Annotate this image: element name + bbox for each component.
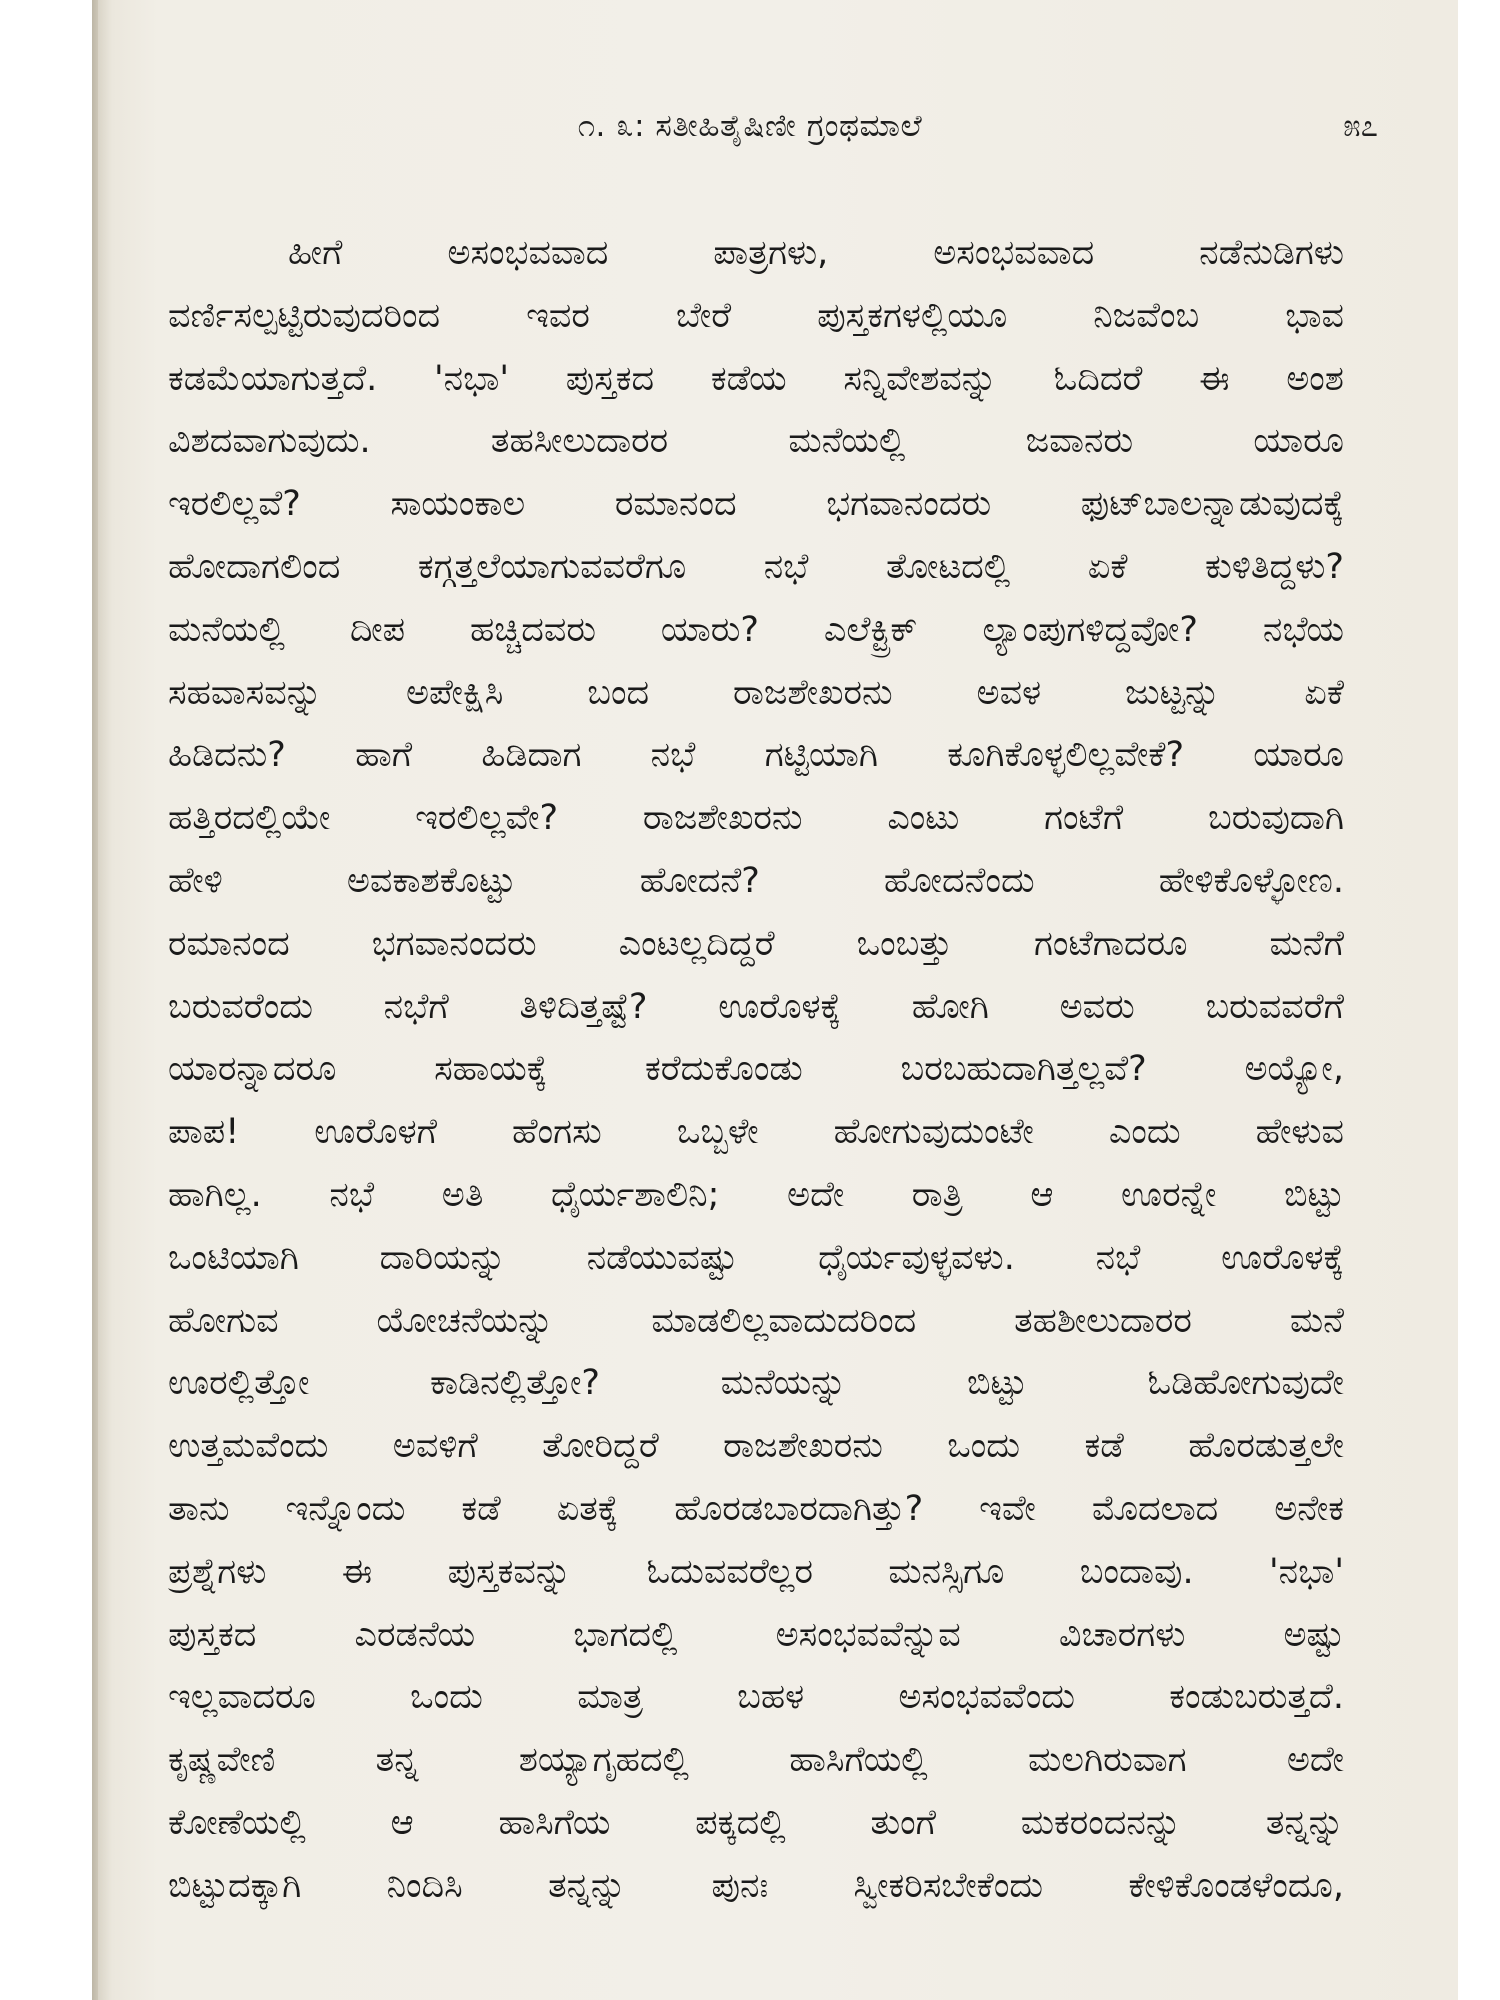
text-line: ಇಲ್ಲವಾದರೂ ಒಂದು ಮಾತ್ರ ಬಹಳ ಅಸಂಭವವೆಂದು ಕಂಡುಬರುತ್ತದೆ. <box>168 1677 1344 1718</box>
text-line: ಬರುವರೆಂದು ನಭೆಗೆ ತಿಳಿದಿತ್ತಷ್ಟೆ? ಊರೊಳಕ್ಕೆ ಹೋಗಿ ಅವರು ಬರುವವರೆಗೆ <box>168 986 1344 1027</box>
text-line: ಬಿಟ್ಟುದಕ್ಕಾಗಿ ನಿಂದಿಸಿ ತನ್ನನ್ನು ಪುನಃ ಸ್ವೀಕರಿಸಬೇಕೆಂದು ಕೇಳಿಕೊಂಡಳೆಂದೂ, <box>168 1865 1344 1906</box>
text-line: ಮನೆಯಲ್ಲಿ ದೀಪ ಹಚ್ಚಿದವರು ಯಾರು? ಎಲೆಕ್ಟ್ರಿಕ್ ಲ್ಯಾಂಪುಗಳಿದ್ದವೋ? ನಭೆಯ <box>168 609 1344 650</box>
text-line: ವಿಶದವಾಗುವುದು. ತಹಸೀಲುದಾರರ ಮನೆಯಲ್ಲಿ ಜವಾನರು ಯಾರೂ <box>168 421 1344 462</box>
text-line: ಯಾರನ್ನಾದರೂ ಸಹಾಯಕ್ಕೆ ಕರೆದುಕೊಂಡು ಬರಬಹುದಾಗಿತ್ತಲ್ಲವೆ? ಅಯ್ಯೋ, <box>168 1049 1344 1090</box>
text-line: ಕೋಣೆಯಲ್ಲಿ ಆ ಹಾಸಿಗೆಯ ಪಕ್ಕದಲ್ಲಿ ತುಂಗೆ ಮಕರಂದನನ್ನು ತನ್ನನ್ನು <box>168 1802 1344 1843</box>
text-line: ಹೋದಾಗಲಿಂದ ಕಗ್ಗತ್ತಲೆಯಾಗುವವರೆಗೂ ನಭೆ ತೋಟದಲ್ಲಿ ಏಕೆ ಕುಳಿತಿದ್ದಳು? <box>168 546 1344 587</box>
text-line: ಪುಸ್ತಕದ ಎರಡನೆಯ ಭಾಗದಲ್ಲಿ ಅಸಂಭವವೆನ್ನುವ ವಿಚಾರಗಳು ಅಷ್ಟು <box>168 1614 1344 1655</box>
text-line: ಒಂಟಿಯಾಗಿ ದಾರಿಯನ್ನು ನಡೆಯುವಷ್ಟು ಧೈರ್ಯವುಳ್ಳವಳು. ನಭೆ ಊರೊಳಕ್ಕೆ <box>168 1237 1344 1278</box>
text-line: ಹೇಳಿ ಅವಕಾಶಕೊಟ್ಟು ಹೋದನೆ? ಹೋದನೆಂದು ಹೇಳಿಕೊಳ್ಳೋಣ. <box>168 860 1344 901</box>
text-line: ಕೃಷ್ಣವೇಣಿ ತನ್ನ ಶಯ್ಯಾಗೃಹದಲ್ಲಿ ಹಾಸಿಗೆಯಲ್ಲಿ ಮಲಗಿರುವಾಗ ಅದೇ <box>168 1740 1344 1781</box>
text-line: ಸಹವಾಸವನ್ನು ಅಪೇಕ್ಷಿಸಿ ಬಂದ ರಾಜಶೇಖರನು ಅವಳ ಜುಟ್ಟನ್ನು ಏಕೆ <box>168 672 1344 713</box>
text-line: ಹತ್ತಿರದಲ್ಲಿಯೇ ಇರಲಿಲ್ಲವೇ? ರಾಜಶೇಖರನು ಎಂಟು ಗಂಟೆಗೆ ಬರುವುದಾಗಿ <box>168 798 1344 839</box>
text-line: ವರ್ಣಿಸಲ್ಪಟ್ಟಿರುವುದರಿಂದ ಇವರ ಬೇರೆ ಪುಸ್ತಕಗಳಲ್ಲಿಯೂ ನಿಜವೆಂಬ ಭಾವ <box>168 295 1344 336</box>
running-header: ೧. ೩: ಸತೀಹಿತೈಷಿಣೀ ಗ್ರಂಥಮಾಲೆ <box>577 108 923 144</box>
text-line: ತಾನು ಇನ್ನೊಂದು ಕಡೆ ಏತಕ್ಕೆ ಹೊರಡಬಾರದಾಗಿತ್ತು? ಇವೇ ಮೊದಲಾದ ಅನೇಕ <box>168 1488 1344 1529</box>
text-line: ಹಾಗಿಲ್ಲ. ನಭೆ ಅತಿ ಧೈರ್ಯಶಾಲಿನಿ; ಅದೇ ರಾತ್ರಿ ಆ ಊರನ್ನೇ ಬಿಟ್ಟು <box>168 1174 1344 1215</box>
text-line: ಹೋಗುವ ಯೋಚನೆಯನ್ನು ಮಾಡಲಿಲ್ಲವಾದುದರಿಂದ ತಹಶೀಲುದಾರರ ಮನೆ <box>168 1300 1344 1341</box>
text-line: ರಮಾನಂದ ಭಗವಾನಂದರು ಎಂಟಲ್ಲದಿದ್ದರೆ ಒಂಬತ್ತು ಗಂಟೆಗಾದರೂ ಮನೆಗೆ <box>168 923 1344 964</box>
text-line: ಹೀಗೆ ಅಸಂಭವವಾದ ಪಾತ್ರಗಳು, ಅಸಂಭವವಾದ ನಡೆನುಡಿಗಳು <box>288 233 1344 273</box>
text-line: ಊರಲ್ಲಿತ್ತೋ ಕಾಡಿನಲ್ಲಿತ್ತೋ? ಮನೆಯನ್ನು ಬಿಟ್ಟು ಓಡಿಹೋಗುವುದೇ <box>168 1363 1344 1404</box>
text-line: ಕಡಮೆಯಾಗುತ್ತದೆ. 'ನಭಾ' ಪುಸ್ತಕದ ಕಡೆಯ ಸನ್ನಿವೇಶವನ್ನು ಓದಿದರೆ ಈ ಅಂಶ <box>168 358 1344 399</box>
text-line: ಇರಲಿಲ್ಲವೆ? ಸಾಯಂಕಾಲ ರಮಾನಂದ ಭಗವಾನಂದರು ಫುಟ್‌ಬಾಲನ್ನಾಡುವುದಕ್ಕೆ <box>168 484 1344 525</box>
page-number: ೫೭ <box>1343 108 1378 144</box>
body-text <box>168 222 1344 1918</box>
text-line: ಪಾಪ! ಊರೊಳಗೆ ಹೆಂಗಸು ಒಬ್ಬಳೇ ಹೋಗುವುದುಂಟೇ ಎಂದು ಹೇಳುವ <box>168 1112 1344 1153</box>
text-line: ಪ್ರಶ್ನೆಗಳು ಈ ಪುಸ್ತಕವನ್ನು ಓದುವವರೆಲ್ಲರ ಮನಸ್ಸಿಗೂ ಬಂದಾವು. 'ನಭಾ' <box>168 1551 1344 1592</box>
text-line: ಹಿಡಿದನು? ಹಾಗೆ ಹಿಡಿದಾಗ ನಭೆ ಗಟ್ಟಿಯಾಗಿ ಕೂಗಿಕೊಳ್ಳಲಿಲ್ಲವೇಕೆ? ಯಾರೂ <box>168 735 1344 776</box>
text-line: ಉತ್ತಮವೆಂದು ಅವಳಿಗೆ ತೋರಿದ್ದರೆ ರಾಜಶೇಖರನು ಒಂದು ಕಡೆ ಹೊರಡುತ್ತಲೇ <box>168 1426 1344 1467</box>
